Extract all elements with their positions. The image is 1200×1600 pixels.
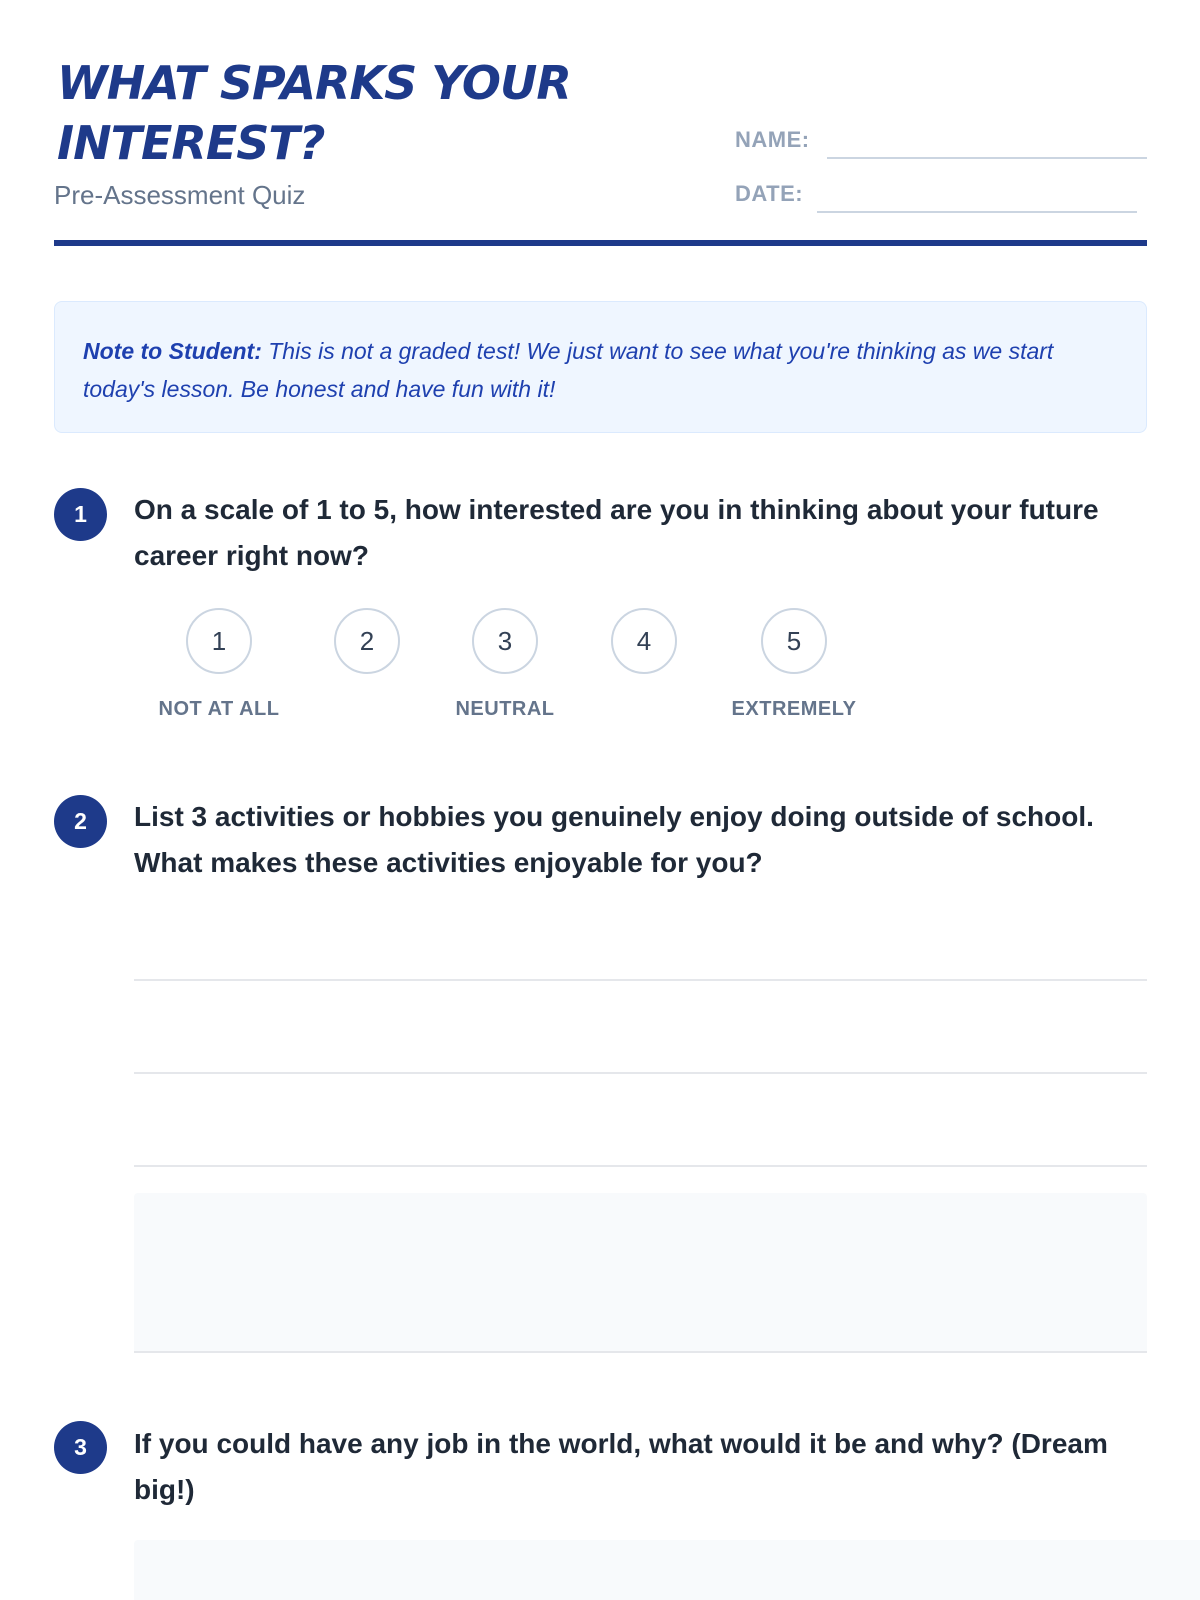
note-label: Note to Student: bbox=[83, 338, 262, 364]
note-text: This is not a graded test! We just want to see what you're thinking as we start today's lesson. Be honest and have fun with it! bbox=[83, 338, 1054, 402]
answer-line[interactable] bbox=[134, 1072, 1147, 1074]
scale-label-mid: NEUTRAL bbox=[455, 698, 555, 720]
name-field[interactable] bbox=[827, 157, 1147, 159]
question-number-badge: 1 bbox=[54, 488, 107, 541]
answer-box[interactable] bbox=[134, 1193, 1147, 1353]
date-label: DATE: bbox=[735, 181, 804, 206]
answer-line[interactable] bbox=[134, 1165, 1147, 1167]
answer-box[interactable] bbox=[134, 1540, 1200, 1600]
question-number-badge: 2 bbox=[54, 795, 107, 848]
page-title-line-1: WHAT SPARKS YOUR bbox=[57, 56, 571, 110]
scale-option-3[interactable]: 3 bbox=[472, 608, 538, 674]
page-title-line-2: INTEREST? bbox=[57, 116, 325, 170]
scale-label-high: EXTREMELY bbox=[731, 698, 857, 720]
header-divider bbox=[54, 240, 1147, 246]
question-1-text: On a scale of 1 to 5, how interested are you in thinking about your future career right now? bbox=[134, 494, 1099, 571]
scale-option-1[interactable]: 1 bbox=[186, 608, 252, 674]
page-subtitle: Pre-Assessment Quiz bbox=[54, 180, 306, 210]
name-label: NAME: bbox=[735, 127, 810, 152]
answer-line[interactable] bbox=[134, 979, 1147, 981]
scale-option-4[interactable]: 4 bbox=[611, 608, 677, 674]
question-number-badge: 3 bbox=[54, 1421, 107, 1474]
note-to-student bbox=[54, 301, 1147, 433]
scale-label-low: NOT AT ALL bbox=[158, 698, 280, 720]
scale-option-2[interactable]: 2 bbox=[334, 608, 400, 674]
question-2-text: List 3 activities or hobbies you genuinely enjoy doing outside of school. What makes these activities enjoyable for you? bbox=[134, 801, 1094, 878]
question-3-text: If you could have any job in the world, what would it be and why? (Dream big!) bbox=[134, 1428, 1108, 1505]
scale-option-5[interactable]: 5 bbox=[761, 608, 827, 674]
date-field[interactable] bbox=[817, 211, 1137, 213]
